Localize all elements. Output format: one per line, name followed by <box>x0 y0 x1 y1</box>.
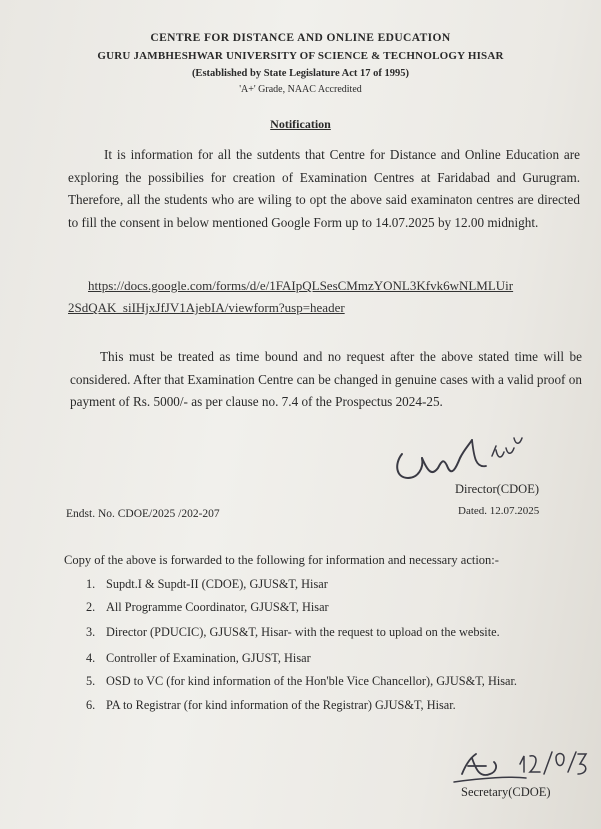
list-item-number: 1. <box>86 577 96 591</box>
list-item-text: Supdt.I & Supdt-II (CDOE), GJUS&T, Hisar <box>106 577 328 591</box>
header-centre-name: CENTRE FOR DISTANCE AND ONLINE EDUCATION <box>150 32 451 44</box>
list-item-number: 6. <box>86 698 96 712</box>
secretary-title: Secretary(CDOE) <box>461 785 551 799</box>
list-item-number: 4. <box>86 651 96 665</box>
list-item-text: Controller of Examination, GJUST, Hisar <box>106 651 311 665</box>
list-item-number: 5. <box>86 674 96 688</box>
list-item-number: 3. <box>86 625 96 639</box>
list-item <box>86 651 311 666</box>
paragraph-conditions: This must be treated as time bound and no request after the above stated time will be considered. After that Examination Centre can be changed in genuine cases with a valid proof on payment of Rs. 5000/- as per clause no. 7.4 of the Prospectus 2024-25. <box>70 349 582 409</box>
list-item-text: OSD to VC (for kind information of the Hon'ble Vice Chancellor), GJUS&T, Hisar. <box>106 674 517 688</box>
header-establishment: (Established by State Legislature Act 17 of 1995) <box>191 68 410 79</box>
paragraph-main: It is information for all the sutdents that Centre for Distance and Online Education are exploring the possibilies for creation of Examination Centres at Faridabad and Gurugram. Therefore, all the students who are wiling to opt the above said examinaton centres are directed to fill the consent in below mentioned Google Form up to 14.07.2025 by 12.00 midnight. <box>68 147 580 230</box>
list-item <box>86 600 329 615</box>
list-item <box>86 674 517 689</box>
page-title <box>0 117 601 132</box>
list-item-text: PA to Registrar (for kind information of the Registrar) GJUS&T, Hisar. <box>106 698 456 712</box>
list-item-text: All Programme Coordinator, GJUS&T, Hisar <box>106 600 329 614</box>
list-item <box>86 698 456 713</box>
endorsement-date: Dated. 12.07.2025 <box>458 505 540 517</box>
title-text: Notification <box>270 117 331 131</box>
list-item <box>86 625 500 640</box>
list-item-number: 2. <box>86 600 96 614</box>
director-title: Director(CDOE) <box>455 482 539 496</box>
list-item-text: Director (PDUCIC), GJUS&T, Hisar- with the request to upload on the website. <box>106 625 500 639</box>
secretary-signature <box>452 744 592 788</box>
form-link-line-1[interactable]: https://docs.google.com/forms/d/e/1FAIpQLSesCMmzYONL3Kfvk6wNLMLUir <box>88 278 514 293</box>
copy-forwarded-intro: Copy of the above is forwarded to the following for information and necessary action:- <box>64 553 499 567</box>
director-signature <box>388 428 558 490</box>
form-link-line-2[interactable]: 2SdQAK_siIHjxJfJV1AjebIA/viewform?usp=header <box>68 300 345 315</box>
header-university-name: GURU JAMBHESHWAR UNIVERSITY OF SCIENCE & TECHNOLOGY HISAR <box>97 50 504 62</box>
list-item <box>86 577 328 592</box>
header-accreditation: 'A+' Grade, NAAC Accredited <box>239 84 362 95</box>
endorsement-number: Endst. No. CDOE/2025 /202-207 <box>66 508 220 520</box>
